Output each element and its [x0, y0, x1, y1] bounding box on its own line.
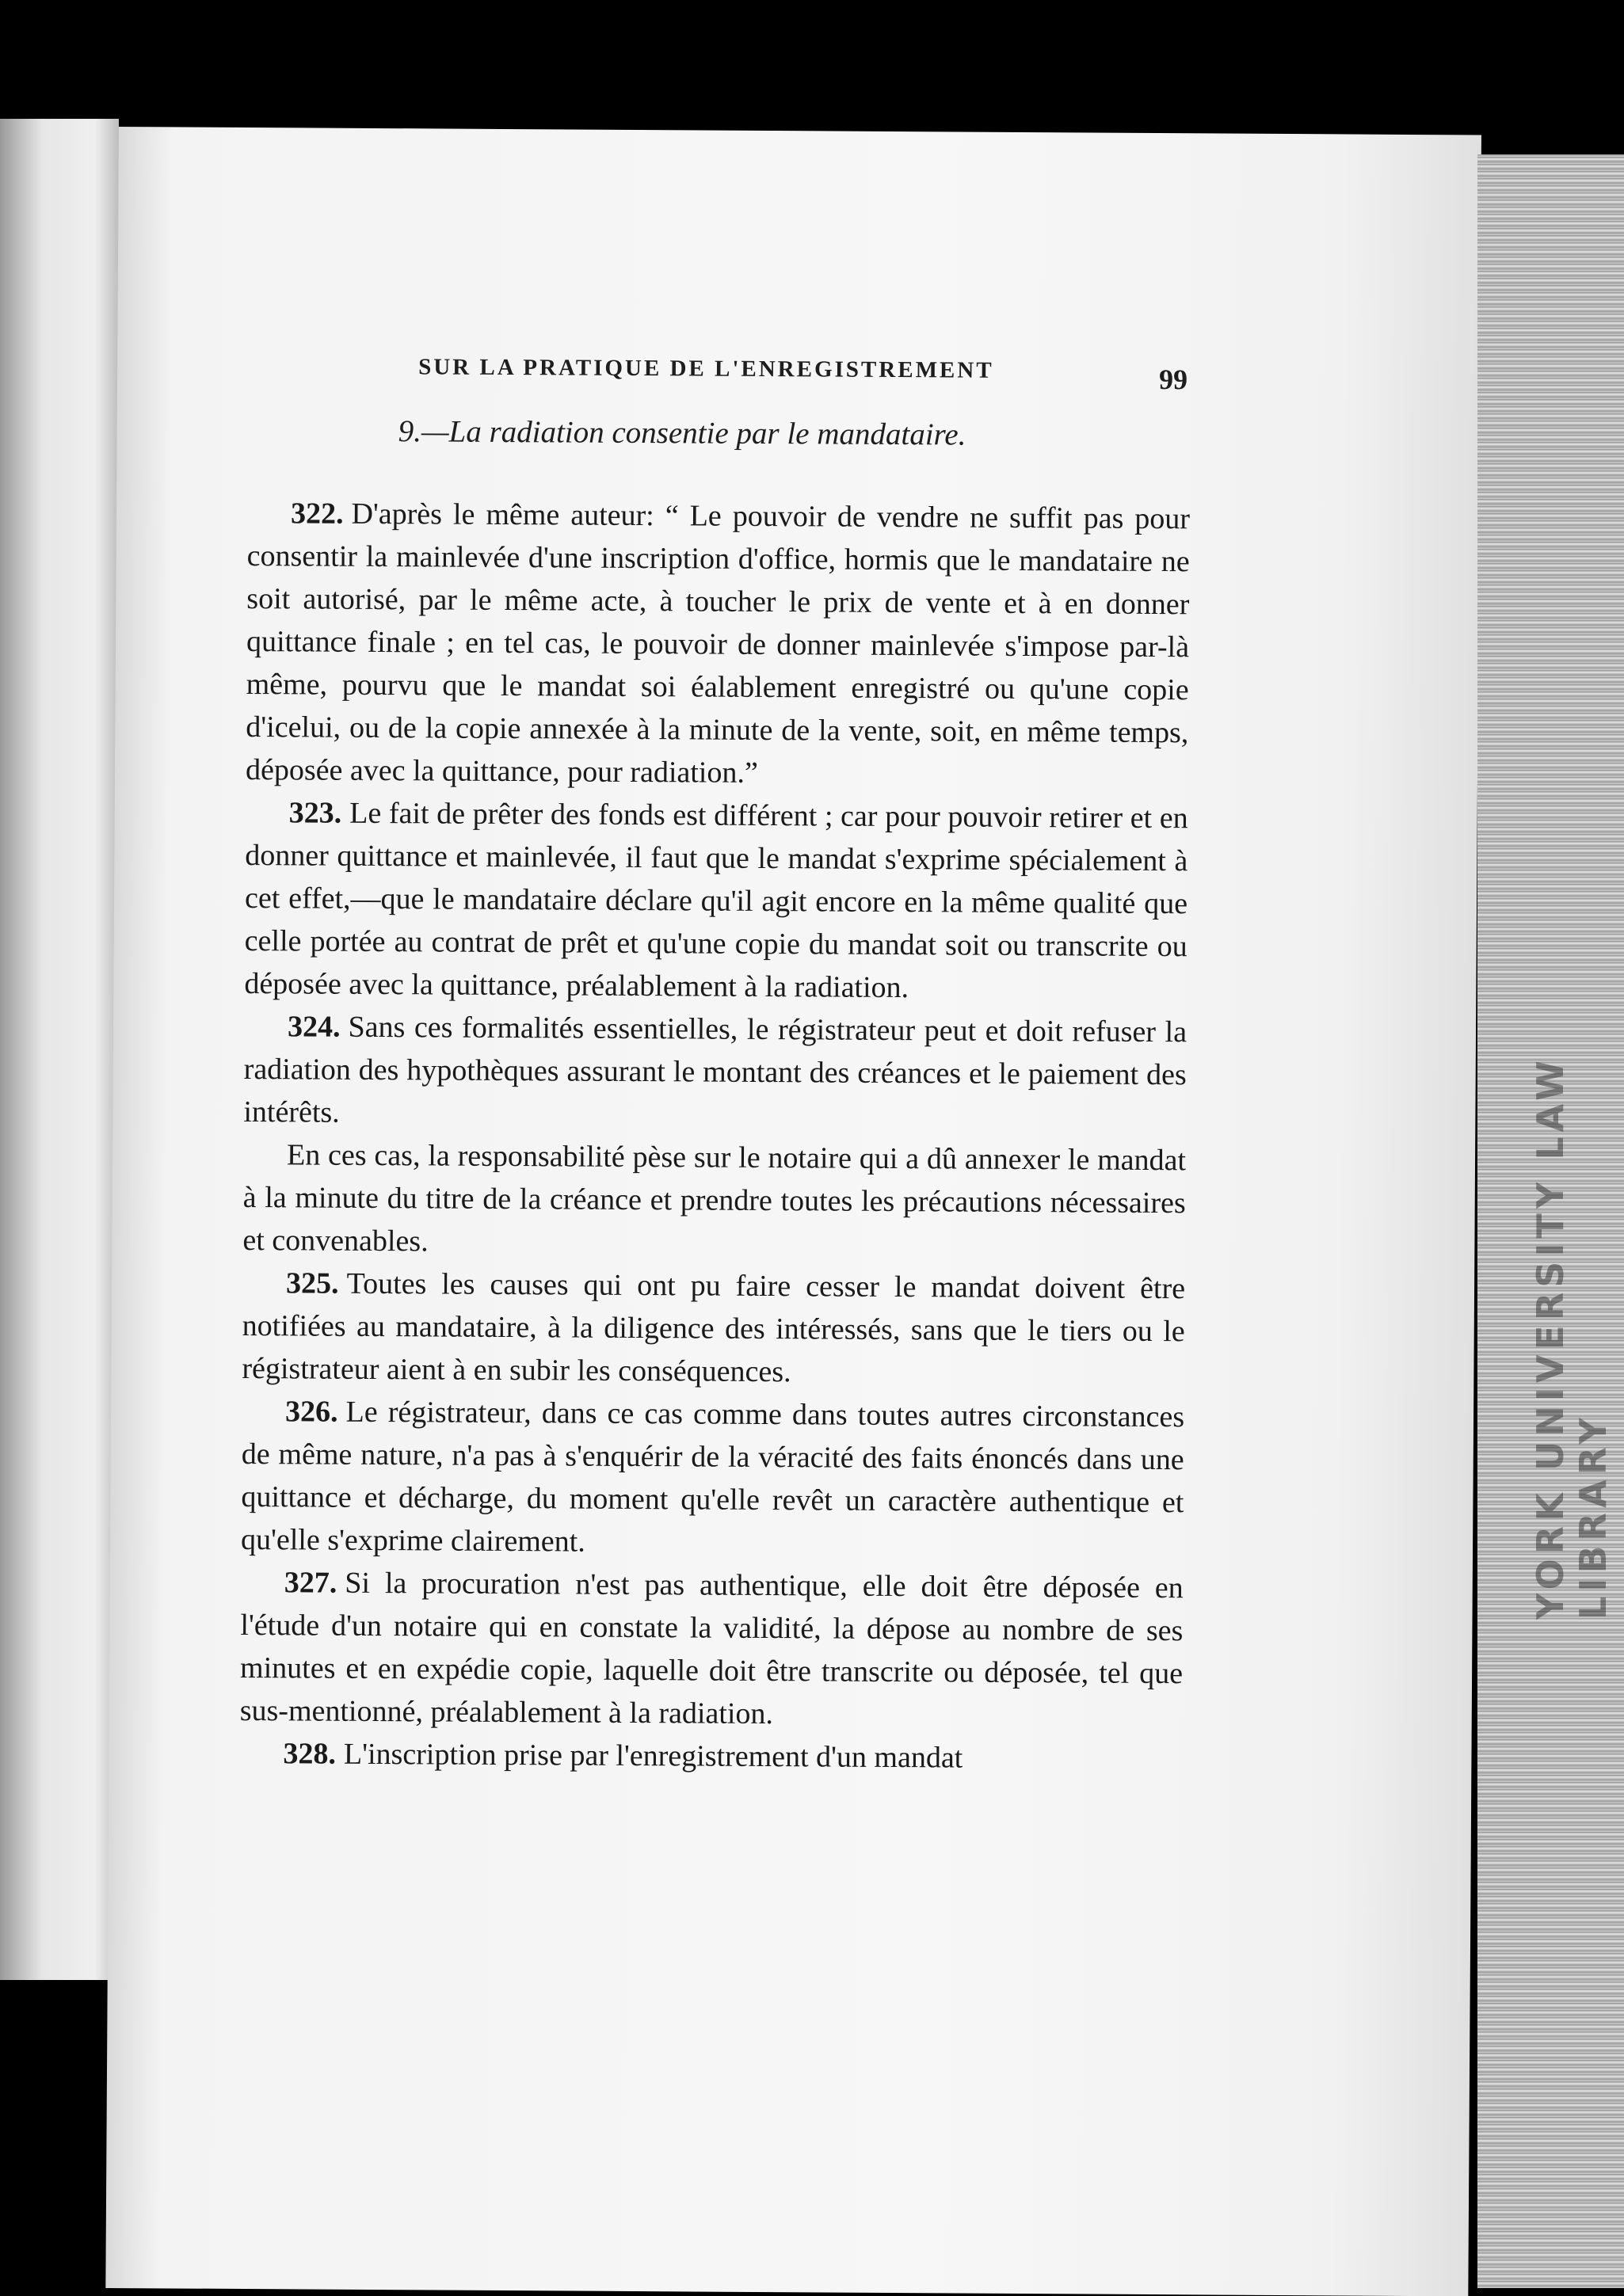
- paragraph-number: 322.: [290, 497, 344, 531]
- paragraph-text: L'inscription prise par l'enregistrement d'un mandat: [343, 1737, 963, 1775]
- section-heading: 9.—La radiation consentie par le mandataire.: [398, 414, 966, 452]
- paragraph-number: 328.: [283, 1737, 337, 1771]
- paragraph-number: 327.: [284, 1566, 337, 1600]
- paragraph-text: Si la procuration n'est pas authentique, elle doit être déposée en l'étude d'un notaire qui en constate la validité, la dépose au nombre de ses minutes et en expédie copie, laquelle doit être transcrite ou déposée, tel que sus-mentionné, préalablement à la radiation.: [239, 1566, 1184, 1731]
- paragraph-325: [242, 1262, 1185, 1395]
- paragraph-328: [239, 1732, 1182, 1780]
- book-page: [105, 127, 1481, 2296]
- paragraph-text: Le régistrateur, dans ce cas comme dans toutes autres circonstances de même nature, n'a pas à s'enquérir de la véracité des faits énoncés dans une quittance et décharge, du moment qu'elle revêt un caractère authentique et qu'elle s'exprime clairement.: [240, 1395, 1185, 1559]
- paragraph-text: Sans ces formalités essentielles, le régistrateur peut et doit refuser la radiation des hypothèques assurant le montant des créances et le paiement des intérêts.: [243, 1010, 1188, 1129]
- paragraph-number: 326.: [284, 1395, 338, 1429]
- paragraph-326: [241, 1390, 1184, 1567]
- paragraph-number: 325.: [285, 1266, 339, 1300]
- paragraph-327: [240, 1561, 1184, 1738]
- paragraph-323: [244, 791, 1188, 1011]
- paragraph-text: Toutes les causes qui ont pu faire cesser le mandat doivent être notifiées au mandataire, à la diligence des intéressés, sans que le tiers ou le régistrateur aient à en subir les conséquences.: [242, 1266, 1186, 1389]
- paragraph-number: 323.: [288, 796, 342, 830]
- paragraph-text: En ces cas, la responsabilité pèse sur le notaire qui a dû annexer le mandat à la minute du titre de la créance et prendre toutes les précautions nécessaires et convenables.: [242, 1138, 1187, 1258]
- paragraph-322: [246, 492, 1190, 797]
- paragraph-text: D'après le même auteur: “ Le pouvoir de vendre ne suffit pas pour consentir la mainlevée d'une inscription d'office, hormis que le mandataire ne soit autorisé, par le même acte, à toucher le prix de vente et à en donner quittance finale ; en tel cas, le pouvoir de donner mainlevée s'impose par-là même, pourvu que le mandat soi éalablement enregistré ou qu'une copie d'icelui, ou de la copie annexée à la minute de la vente, soit, en même temps, déposée avec la quittance, pour radiation.”: [245, 497, 1191, 790]
- paragraph-text: Le fait de prêter des fonds est différent ; car pour pouvoir retirer et en donner quittance et mainlevée, il faut que le mandat s'exprime spécialement à cet effet,—que le mandataire déclare qu'il agit encore en la même qualité que celle portée au contrat de prêt et qu'une copie du mandat soit ou transcrite ou déposée avec la quittance, préalablement à la radiation.: [244, 796, 1188, 1005]
- running-head: SUR LA PRATIQUE DE L'ENREGISTREMENT: [418, 354, 994, 383]
- paragraph-324-continued: [242, 1133, 1186, 1267]
- paragraph-324: [243, 1005, 1187, 1139]
- book-spine: [1477, 154, 1624, 2288]
- paragraph-number: 324.: [287, 1010, 341, 1044]
- spine-label: YORK UNIVERSITY LAW LIBRARY: [1529, 1056, 1614, 1620]
- previous-page-edge: [0, 119, 119, 1980]
- page-number: 99: [1158, 364, 1188, 396]
- body-text: [239, 492, 1190, 1780]
